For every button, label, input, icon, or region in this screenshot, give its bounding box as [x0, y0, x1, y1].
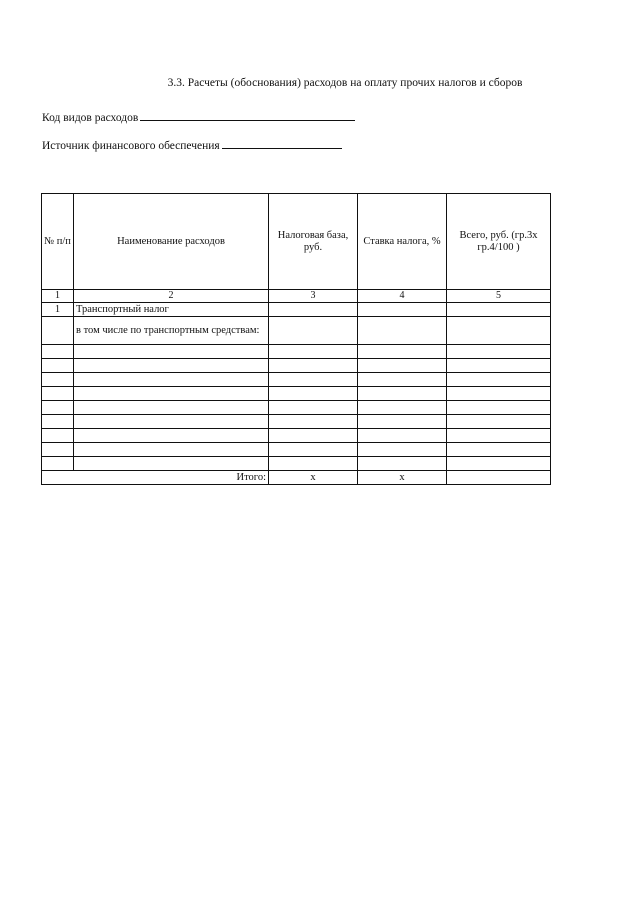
table-row: [42, 401, 551, 415]
column-number: 3: [269, 290, 358, 303]
row-including-text: [74, 317, 269, 345]
table-cell: [447, 345, 551, 359]
table-cell: [42, 415, 74, 429]
table-cell: [74, 345, 269, 359]
table-cell: [447, 429, 551, 443]
table-row: [42, 317, 551, 345]
table-cell: [269, 457, 358, 471]
table-cell: [269, 387, 358, 401]
total-label: Итого:: [42, 471, 269, 485]
column-number: 1: [42, 290, 74, 303]
row-number: 1: [42, 303, 74, 317]
table-cell: [447, 387, 551, 401]
header-total: Всего, руб. (гр.3х гр.4/100 ): [447, 194, 551, 290]
table-cell: [269, 429, 358, 443]
table-cell: [447, 373, 551, 387]
table-cell: [269, 345, 358, 359]
table-row: [42, 415, 551, 429]
table-cell: [358, 415, 447, 429]
table-row: [42, 443, 551, 457]
column-number: 5: [447, 290, 551, 303]
table-row: [42, 345, 551, 359]
expense-code-blank: [140, 109, 355, 121]
table-cell: [358, 457, 447, 471]
table-cell: [447, 443, 551, 457]
table-cell: [269, 401, 358, 415]
column-number: 2: [74, 290, 269, 303]
expenses-table: [41, 193, 551, 485]
table-cell: [74, 415, 269, 429]
table-cell: [74, 457, 269, 471]
table-header-row: [42, 194, 551, 290]
table-cell: [447, 303, 551, 317]
table-cell: [269, 303, 358, 317]
table-cell: [269, 373, 358, 387]
table-cell: [358, 317, 447, 345]
table-cell: [447, 317, 551, 345]
table-cell: [269, 359, 358, 373]
table-cell: [358, 387, 447, 401]
table-cell: [74, 359, 269, 373]
total-row: [42, 471, 551, 485]
header-tax-rate: Ставка налога, %: [358, 194, 447, 290]
table-cell: [269, 317, 358, 345]
table-cell: [74, 443, 269, 457]
table-row: [42, 373, 551, 387]
table-row: [42, 359, 551, 373]
column-number-row: [42, 290, 551, 303]
table-cell: [42, 387, 74, 401]
including-label: в том числе по транспортным средствам:: [76, 325, 260, 336]
table-cell: [42, 317, 74, 345]
table-cell: [447, 457, 551, 471]
table-cell: [42, 401, 74, 415]
table-cell: [74, 429, 269, 443]
table-cell: [42, 429, 74, 443]
funding-source-field: [42, 137, 342, 152]
table-cell: [74, 373, 269, 387]
funding-source-blank: [222, 137, 342, 149]
table-cell: [358, 373, 447, 387]
table-cell: [358, 359, 447, 373]
table-cell: [74, 401, 269, 415]
header-expense-name: Наименование расходов: [74, 194, 269, 290]
table-cell: [447, 401, 551, 415]
table-cell: [42, 345, 74, 359]
table-cell: [447, 415, 551, 429]
table-cell: [74, 387, 269, 401]
table-row: [42, 303, 551, 317]
table-cell: [447, 359, 551, 373]
funding-source-label: Источник финансового обеспечения: [42, 140, 220, 152]
expense-code-field: [42, 109, 355, 124]
document-title: 3.3. Расчеты (обоснования) расходов на оплату прочих налогов и сборов: [167, 77, 523, 89]
table-cell: [358, 443, 447, 457]
header-tax-base: Налоговая база, руб.: [269, 194, 358, 290]
expense-code-label: Код видов расходов: [42, 112, 139, 124]
total-tax-rate: х: [358, 471, 447, 485]
table-cell: [42, 457, 74, 471]
table-cell: [358, 303, 447, 317]
table-cell: [269, 443, 358, 457]
column-number: 4: [358, 290, 447, 303]
table-cell: [42, 359, 74, 373]
total-tax-base: х: [269, 471, 358, 485]
table-cell: [42, 443, 74, 457]
table-row: [42, 457, 551, 471]
header-number: № п/п: [42, 194, 74, 290]
table-cell: [358, 401, 447, 415]
table-cell: [269, 415, 358, 429]
table-cell: [42, 373, 74, 387]
table-row: [42, 429, 551, 443]
table-cell: [358, 429, 447, 443]
table-cell: [358, 345, 447, 359]
total-sum: [447, 471, 551, 485]
row-expense-name: Транспортный налог: [74, 303, 269, 317]
table-row: [42, 387, 551, 401]
